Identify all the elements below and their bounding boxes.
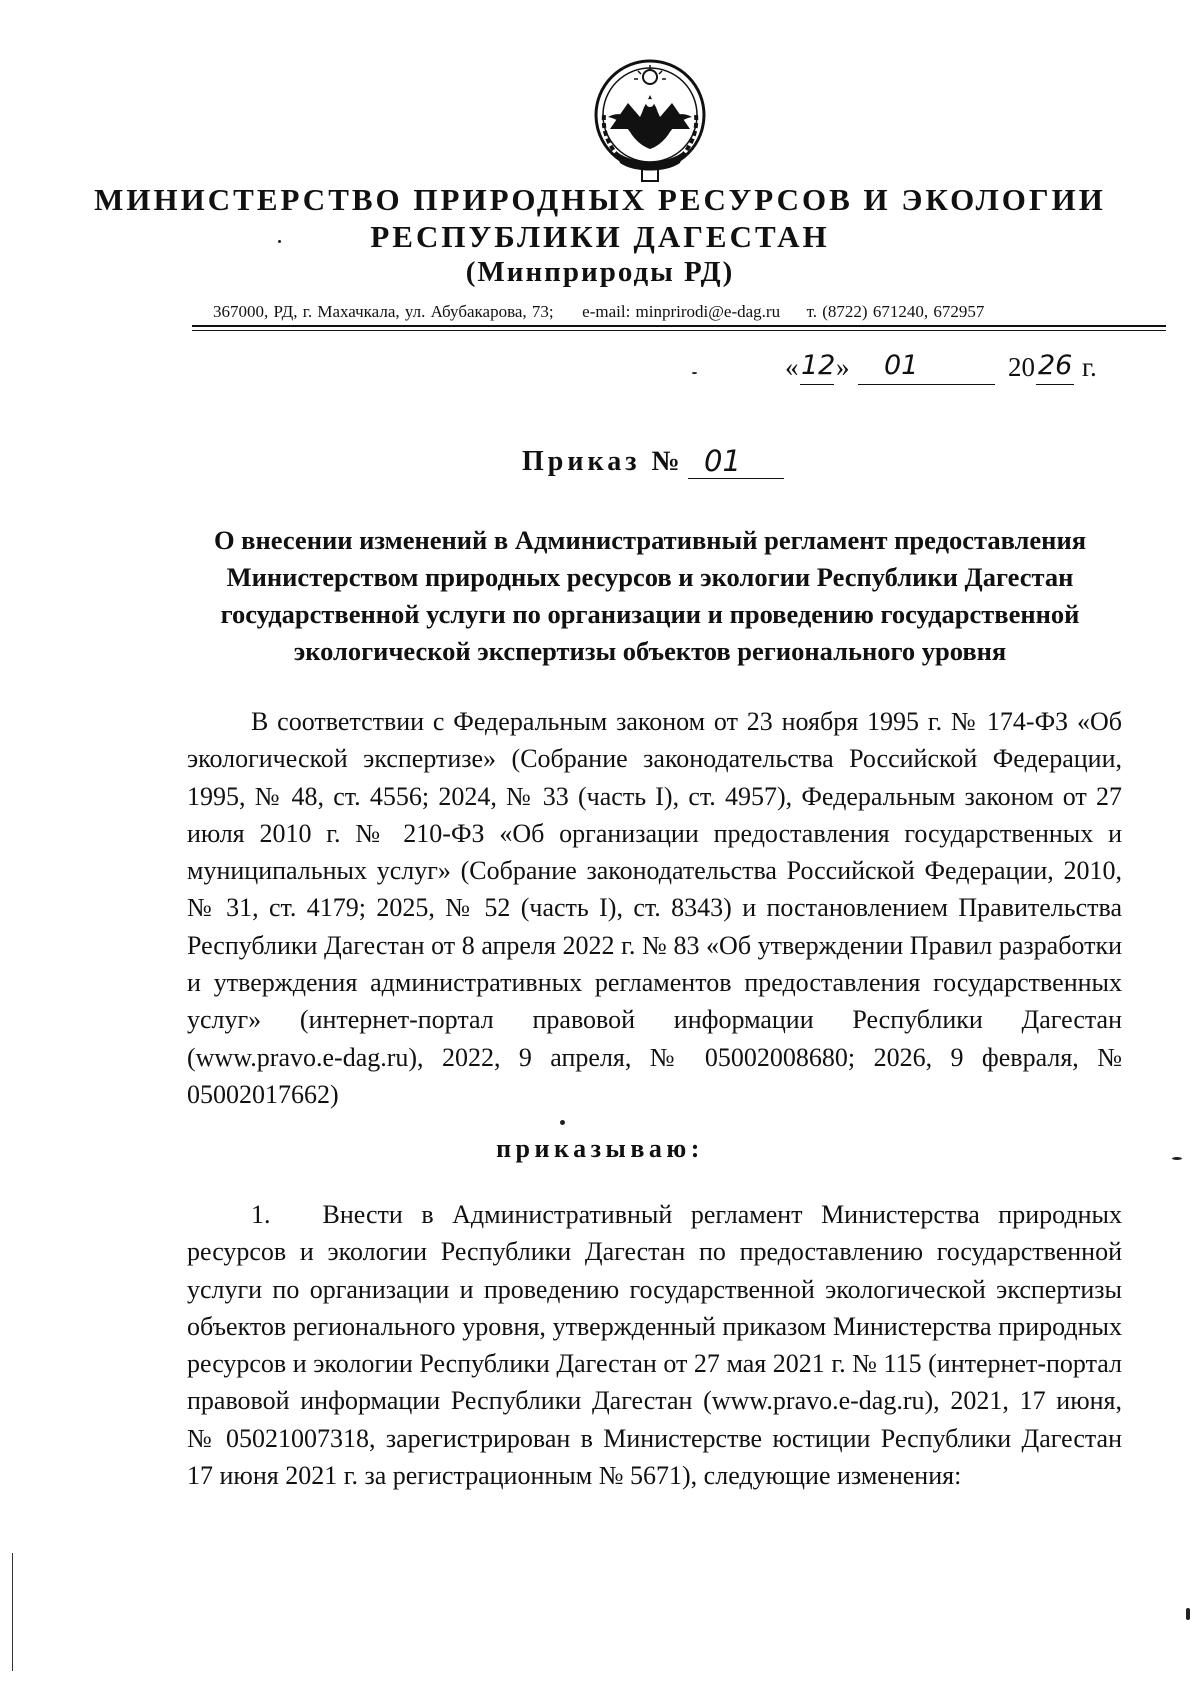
order-verb: приказываю: — [496, 1134, 704, 1163]
date-year-suffix: 26 — [1038, 350, 1073, 381]
date-day-underline — [800, 384, 834, 385]
dagestan-coat-of-arms-icon — [588, 55, 712, 187]
scan-speck — [1172, 1157, 1182, 1160]
date-month-underline — [858, 384, 995, 385]
preamble-paragraph: В соответствии с Федеральным законом от 23 ноября 1995 г. № 174-ФЗ «Об экологической экспертизе» (Собрание законодательства Российской Федерации, 1995, № 48, ст. 4556; 2024, № 33 (часть I), ст. 4957), Федеральным законом от 27 июля 2010 г. № 210-ФЗ «Об организации предоставления государственных и муниципальных услуг» (Собрание законодательства Российской Федерации, 2010, № 31, ст. 4179; 2025, № 52 (часть I), ст. 8343) и постановлением Правительства Республики Дагестан от 8 апреля 2022 г. № 83 «Об утверждении Правил разработки и утверждения административных регламентов предоставления государственных услуг» (интернет-портал правовой информации Республики Дагестан (www.pravo.e-dag.ru), 2022, 9 апреля, № 05002008680; 2026, 9 февраля, № 05002017662) — [187, 707, 1122, 1109]
date-day: 12 — [801, 350, 836, 381]
date-year-prefix: 20 — [1008, 352, 1035, 382]
date-close-quote: » — [836, 352, 850, 382]
date-open-quote: « — [785, 352, 799, 382]
ministry-name: МИНИСТЕРСТВО ПРИРОДНЫХ РЕСУРСОВ И ЭКОЛОГИИ — [94, 182, 1106, 217]
order-number: 01 — [704, 444, 741, 478]
address: 367000, РД, г. Махачкала, ул. Абубакарова, 73; — [213, 302, 554, 321]
clause-1: 1. Внести в Административный регламент Министерства природных ресурсов и экологии Республики Дагестан по предоставлению государственной услуги по организации и проведению государственной экологической экспертизы объектов регионального уровня, утвержденный приказом Министерства природных ресурсов и экологии Республики Дагестан от 27 мая 2021 г. № 115 (интернет-портал правовой информации Республики Дагестан (www.pravo.e-dag.ru), 2021, 17 июня, № 05021007318, зарегистрирован в Министерстве юстиции Республики Дагестан 17 июня 2021 г. за регистрационным № 5671), следующие изменения: — [187, 1200, 1122, 1491]
date-month: 01 — [884, 350, 919, 381]
scan-speck — [692, 372, 697, 374]
ministry-short-name: (Минприроды РД) — [465, 256, 735, 288]
scan-margin-line — [12, 1553, 13, 1671]
order-number-underline — [688, 478, 784, 479]
scan-speck — [560, 1120, 565, 1125]
ministry-region: РЕСПУБЛИКИ ДАГЕСТАН — [370, 219, 830, 254]
phone: т. (8722) 671240, 672957 — [806, 302, 985, 321]
scan-speck — [278, 240, 281, 243]
header-rule — [192, 325, 1166, 327]
document-heading: О внесении изменений в Административный регламент предоставления Министерством природных ресурсов и экологии Республики Дагестан государственной услуги по организации и проведению государственной экологической экспертизы объектов регионального уровня — [213, 525, 1087, 666]
email: e-mail: minprirodi@e-dag.ru — [582, 302, 781, 321]
date-year-underline — [1036, 384, 1074, 385]
document-date — [760, 352, 1160, 388]
order-title: Приказ № — [522, 446, 684, 477]
date-year-unit: г. — [1082, 352, 1097, 382]
scan-speck — [1186, 1608, 1190, 1620]
header-rule-thin — [192, 330, 1166, 331]
contact-line — [213, 302, 1153, 322]
